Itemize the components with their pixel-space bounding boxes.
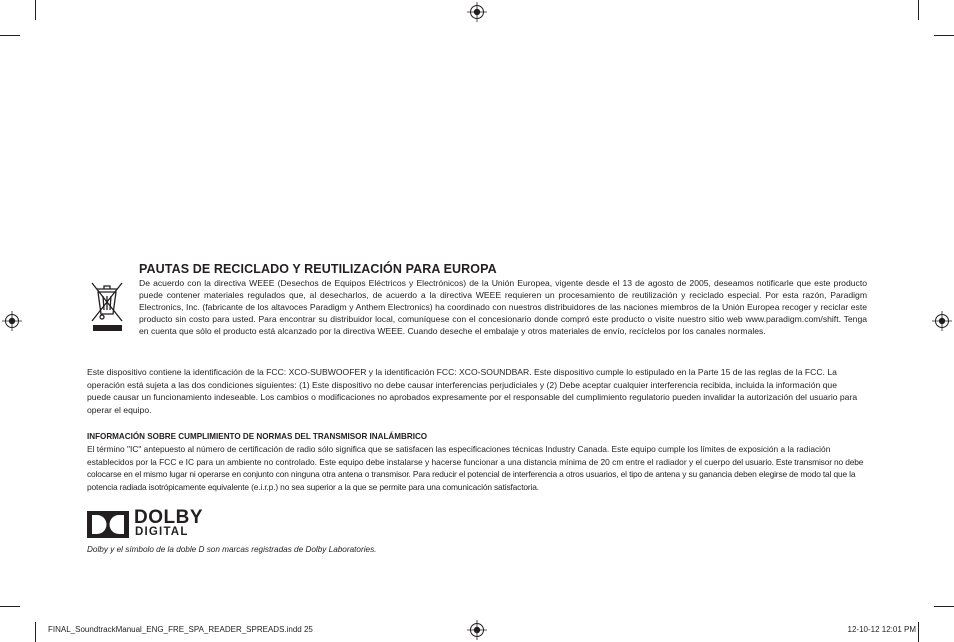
crop-mark-top-left-vertical	[35, 0, 36, 20]
wireless-compliance-text-a: El término "IC" antepuesto al número de certificación de radio sólo significa que se satisfacen las especificaciones técnicas Industry Canada. Este equipo cumple los límites de exposición a la radiación establecidos por la FCC e IC para un ambiente no controlado. Este equipo debe instalarse y hacerse funcionar a una distancia mínima de 20 cm entre el radiador y el cuerpo	[87, 444, 831, 467]
wireless-compliance-text-b: del usuario. Este transmisor no debe colocarse en el mismo lugar ni operarse en conjunto con ninguna otra antena o transmisor. Para reducir el potencial de interferencia a otros usuarios, el tipo de antena y su ganancia deben elegirse de modo tal que la potencia radiada isotrópicamente equivalente (e.i.r.p.) no sea superior a la que se permite para una comunicación satisfactoria.	[87, 456, 864, 492]
crop-mark-bottom-left-horizontal	[0, 606, 20, 607]
slug-file-name: FINAL_SoundtrackManual_ENG_FRE_SPA_READER_SPREADS.indd 25	[48, 625, 313, 634]
crop-mark-bottom-right-vertical	[918, 622, 919, 642]
wireless-compliance-paragraph	[87, 443, 868, 493]
registration-mark-left-icon	[2, 311, 22, 331]
crop-mark-top-left-horizontal	[0, 35, 20, 36]
crop-mark-bottom-left-vertical	[35, 622, 36, 642]
registration-mark-right-icon	[932, 311, 952, 331]
crossed-out-wheelie-bin-icon	[87, 276, 127, 336]
slug-date-time: 12-10-12 12:01 PM	[847, 625, 916, 634]
registration-mark-bottom-icon	[467, 620, 487, 640]
crop-mark-top-right-horizontal	[934, 35, 954, 36]
weee-section-title: PAUTAS DE RECICLADO Y REUTILIZACIÓN PARA EUROPA	[139, 262, 497, 276]
fcc-paragraph: Este dispositivo contiene la identificación de la FCC: XCO-SUBWOOFER y la identificación FCC: XCO-SOUNDBAR. Este dispositivo cumple lo estipulado en la Parte 15 de las reglas de la FCC. La operación está sujeta a las dos condiciones siguientes: (1) Este dispositivo no debe causar interferencias perjudiciales y (2) Debe aceptar cualquier interferencia recibida, incluida la información que puede causar un funcionamiento indeseable. Los cambios o modificaciones no aprobados expresamente por el responsable del cumplimiento regulatorio pueden invalidar la autorización del usuario para operar el equipo.	[87, 367, 858, 415]
dolby-digital-logo	[87, 509, 201, 539]
crop-mark-top-right-vertical	[918, 0, 919, 20]
wireless-compliance-heading: INFORMACIÓN SOBRE CUMPLIMIENTO DE NORMAS DEL TRANSMISOR INALÁMBRICO	[87, 432, 428, 441]
weee-paragraph: De acuerdo con la directiva WEEE (Desechos de Equipos Eléctricos y Electrónicos) de la Unión Europea, vigente desde el 13 de agosto de 2005, deseamos notificarle que este producto puede contener materiales regulados que, al desecharlos, de acuerdo a la directiva WEEE requieren un procesamiento de reutilización y reciclado especial. Por esta razón, Paradigm Electronics, Inc. (fabricante de los altavoces Paradigm y Anthem Electronics) ha coordinado con nuestros distribuidores de las naciones miembros de la Unión Europea recoger y reciclar este producto sin costo para usted. Para encontrar su distribuidor local, comuníquese con el concesionario donde compró este producto o visite nuestro sitio web www.paradigm.com/shift. Tenga en cuenta que sólo el producto está alcanzado por la directiva WEEE. Cuando deseche el embalaje y otros materiales de envío, recíclelos por los canales normales.	[139, 278, 867, 337]
dolby-wordmark: DOLBY	[134, 507, 203, 528]
crop-mark-bottom-right-horizontal	[934, 606, 954, 607]
dolby-trademark-note: Dolby y el símbolo de la doble D son marcas registradas de Dolby Laboratories.	[87, 545, 377, 554]
dolby-double-d-icon	[87, 511, 129, 538]
dolby-digital-submark: DIGITAL	[135, 526, 189, 538]
registration-mark-top-icon	[467, 2, 487, 22]
